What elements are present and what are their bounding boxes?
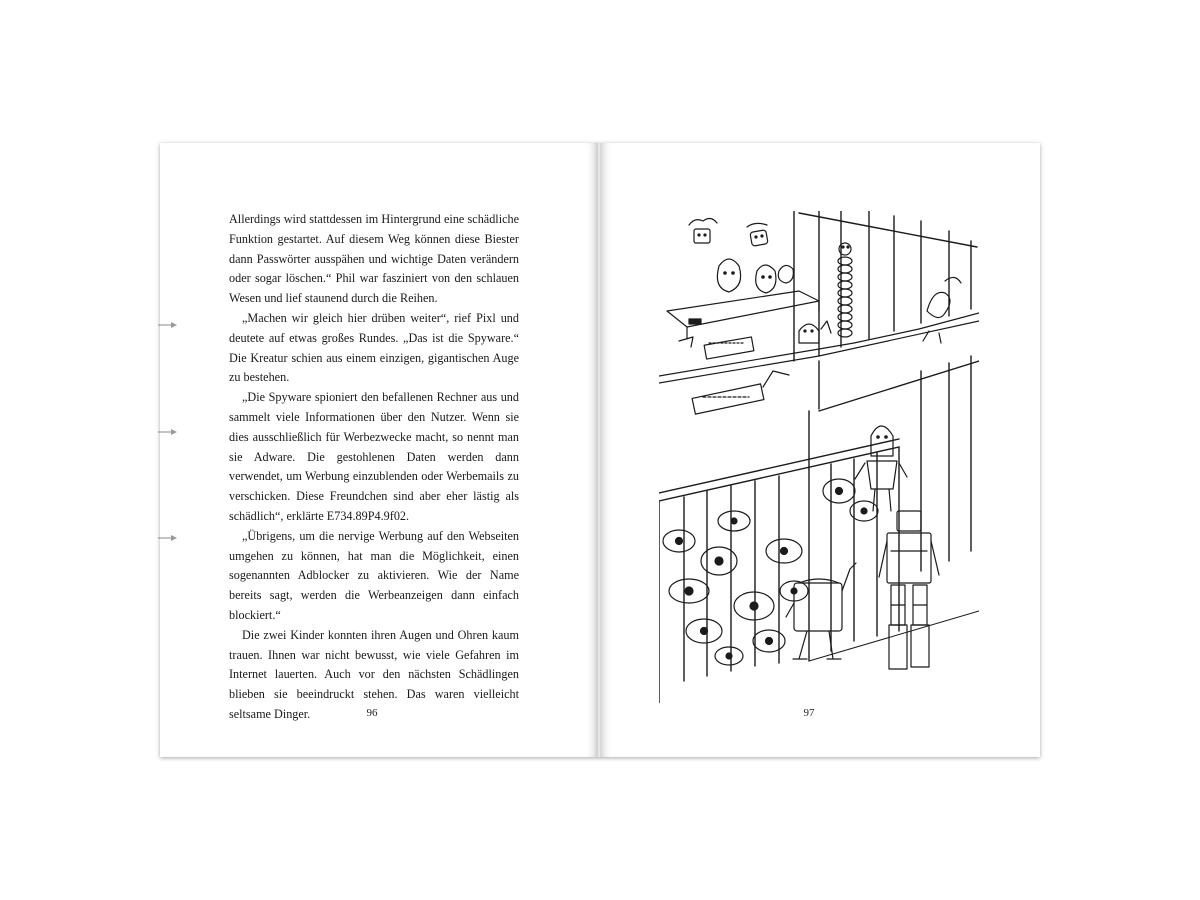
wall-creature [923, 277, 961, 343]
book-spread [160, 143, 1040, 757]
worm-creature [838, 243, 852, 337]
binding-pin-icon [158, 429, 178, 435]
small-creature [799, 321, 831, 343]
paragraph: Die zwei Kinder konnten ihren Augen und Ohren kaum trauen. Ihnen war nicht bewusst, wie viele Gefahren im Internet lauerten. Auch vor den nächsten Schädlingen blieben sie beeindruckt stehen. Das waren vielleicht seltsame Dinger. [229, 627, 519, 721]
robot-box [786, 563, 856, 659]
page-number: 96 [366, 707, 378, 719]
right-page [601, 143, 1040, 757]
page-number: 97 [803, 707, 815, 719]
paragraph: Allerdings wird stattdessen im Hintergrund eine schädliche Funktion gestartet. Auf diesem Weg können diese Biester dann Passwörter ausspähen und wichtige Daten verändern oder sogar löschen.“ Phil war fasziniert von den schlauen Wesen und lief staunend durch die Reihen. [229, 212, 519, 306]
lower-cage [659, 356, 979, 703]
cage-bars-top [794, 211, 977, 361]
binding-pin-icon [158, 535, 178, 541]
binding-pin-icon [158, 322, 178, 328]
creature-cages-illustration-icon [659, 211, 979, 703]
floor-line [809, 611, 979, 661]
eyeball-pile [663, 479, 878, 665]
left-page [160, 143, 597, 757]
paragraph: „Übrigens, um die nervige Werbung auf den Webseiten umgehen zu können, hat man die Möglichkeit, einen sogenannten Adblocker zu aktivieren. Wie der Name bereits sagt, werden die Werbeanzeigen dann einfach blockiert.“ [229, 528, 519, 622]
upper-shelf [667, 259, 819, 339]
paragraph: „Machen wir gleich hier drüben weiter“, rief Pixl und deutete auf etwas großes Rundes. „Das ist die Spyware.“ Die Kreatur schien aus einem einzigen, gigantischen Auge zu bestehen. [229, 310, 519, 385]
robot-tall [879, 511, 939, 669]
paragraph: „Die Spyware spioniert den befallenen Rechner aus und sammelt viele Informationen über den Nutzer. Wenn sie dies ausschließlich für Werbezwecke macht, so nennt man sie Adware. Die gestohlenen Daten werden dann verwendet, um Werbung einzublenden oder Werbemails zu verschicken. Diese Freundchen sind aber eher lästig als schädlich“, erklärte E734.89P4.9f02. [229, 390, 519, 523]
body-text [229, 210, 519, 725]
floating-creatures [689, 218, 768, 246]
